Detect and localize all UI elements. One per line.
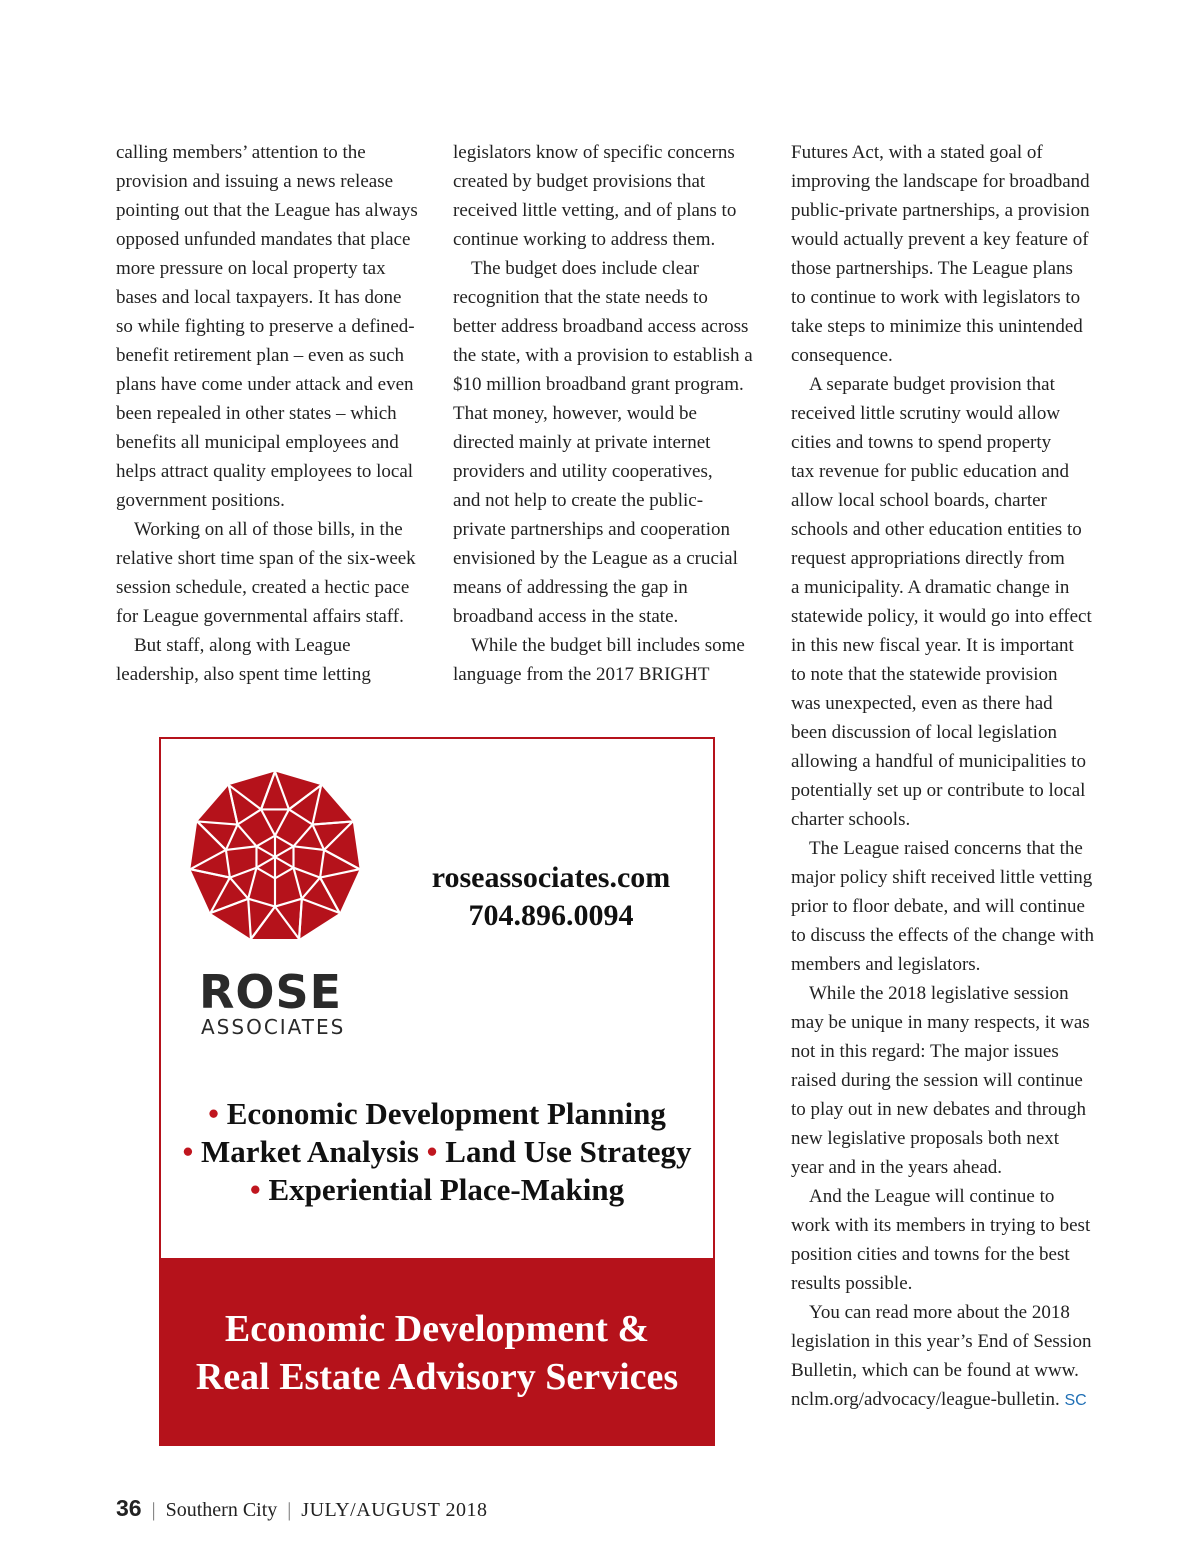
footer-separator: |	[287, 1499, 292, 1521]
text-line: and not help to create the public-	[453, 490, 704, 511]
page-footer	[116, 1494, 488, 1524]
text-line: schools and other education entities to	[791, 519, 1082, 540]
text-line: allow local school boards, charter	[791, 490, 1047, 511]
text-line: a municipality. A dramatic change in	[791, 577, 1070, 598]
text-line: language from the 2017 BRIGHT	[453, 664, 710, 685]
text-line: The budget does include clear	[471, 258, 699, 279]
article-paragraph	[453, 138, 763, 254]
text-line	[791, 1385, 1101, 1415]
issue-date: JULY/AUGUST 2018	[301, 1499, 488, 1521]
text-line: in this new fiscal year. It is important	[791, 635, 1074, 656]
text-line: private partnerships and cooperation	[453, 519, 730, 540]
text-line: providers and utility cooperatives,	[453, 461, 713, 482]
text-line: envisioned by the League as a crucial	[453, 548, 738, 569]
text-line: for League governmental affairs staff.	[116, 606, 404, 627]
text-line: opposed unfunded mandates that place	[116, 229, 411, 250]
text-line: was unexpected, even as there had	[791, 693, 1053, 714]
text-line: more pressure on local property tax	[116, 258, 386, 279]
end-of-article-mark: SC	[1064, 1392, 1087, 1409]
article-paragraph	[791, 1298, 1101, 1415]
text-line: While the budget bill includes some	[471, 635, 745, 656]
text-line: provision and issuing a news release	[116, 171, 394, 192]
text-line: to note that the statewide provision	[791, 664, 1058, 685]
text-line: cities and towns to spend property	[791, 432, 1052, 453]
ad-service-line-3	[161, 1171, 713, 1209]
text-line: calling members’ attention to the	[116, 142, 366, 163]
text-line: the state, with a provision to establish a	[453, 345, 753, 366]
text-line: may be unique in many respects, it was	[791, 1012, 1090, 1033]
text-line: legislators know of specific concerns	[453, 142, 735, 163]
text-line: members and legislators.	[791, 954, 981, 975]
article-paragraph	[453, 254, 763, 631]
text-line: Working on all of those bills, in the	[134, 519, 403, 540]
footer-separator: |	[151, 1499, 156, 1521]
text-line: Bulletin, which can be found at www.	[791, 1360, 1079, 1381]
ad-service-item: Experiential Place-Making	[268, 1172, 625, 1207]
text-line: session schedule, created a hectic pace	[116, 577, 410, 598]
text-line: directed mainly at private internet	[453, 432, 711, 453]
ad-service-line-1	[161, 1095, 713, 1133]
text-line: to continue to work with legislators to	[791, 287, 1081, 308]
ad-contact	[401, 859, 701, 935]
text-line: to play out in new debates and through	[791, 1099, 1086, 1120]
text-line: $10 million broadband grant program.	[453, 374, 744, 395]
geodesic-sphere-logo-icon	[185, 767, 365, 947]
text-line: recognition that the state needs to	[453, 287, 708, 308]
text-line: been repealed in other states – which	[116, 403, 397, 424]
ad-services-list	[161, 1095, 713, 1209]
text-line: to discuss the effects of the change with	[791, 925, 1095, 946]
publication-name: Southern City	[165, 1499, 278, 1521]
article-paragraph	[791, 370, 1101, 834]
bullet-icon: •	[182, 1134, 194, 1169]
text-line: charter schools.	[791, 809, 911, 830]
text-line: request appropriations directly from	[791, 548, 1065, 569]
ad-tagline-line-2: Real Estate Advisory Services	[195, 1356, 679, 1398]
ad-brand-name: ROSE	[199, 965, 343, 1019]
text-line: pointing out that the League has always	[116, 200, 418, 221]
ad-website-link[interactable]: roseassociates.com	[431, 861, 671, 894]
article-column-1	[116, 138, 426, 689]
ad-service-item: Economic Development Planning	[226, 1096, 666, 1131]
text-line: new legislative proposals both next	[791, 1128, 1060, 1149]
bullet-icon: •	[426, 1134, 438, 1169]
article-paragraph	[116, 138, 426, 515]
text-line: received little vetting, and of plans to	[453, 200, 737, 221]
ad-service-line-2	[161, 1133, 713, 1171]
text-line: improving the landscape for broadband	[791, 171, 1090, 192]
bullet-icon: •	[208, 1096, 219, 1131]
text-line: statewide policy, it would go into effect	[791, 606, 1092, 627]
text-line: Futures Act, with a stated goal of	[791, 142, 1043, 163]
ad-tagline-line-1: Economic Development &	[224, 1308, 650, 1350]
article-paragraph	[116, 631, 426, 689]
bullet-icon: •	[249, 1172, 261, 1207]
article-column-2	[453, 138, 763, 689]
text-line: allowing a handful of municipalities to	[791, 751, 1086, 772]
article-paragraph	[791, 138, 1101, 370]
text-line: major policy shift received little vetting	[791, 867, 1093, 888]
text-line: created by budget provisions that	[453, 171, 706, 192]
text-line: But staff, along with League	[134, 635, 351, 656]
text-line: prior to floor debate, and will continue	[791, 896, 1085, 917]
text-line: take steps to minimize this unintended	[791, 316, 1083, 337]
article-column-3	[791, 138, 1101, 1415]
article-paragraph	[791, 834, 1101, 979]
text-line: would actually prevent a key feature of	[791, 229, 1089, 250]
text-line: And the League will continue to	[809, 1186, 1055, 1207]
text-line: work with its members in trying to best	[791, 1215, 1091, 1236]
ad-brand-subtitle: ASSOCIATES	[201, 1015, 346, 1039]
text-line: so while fighting to preserve a defined-	[116, 316, 415, 337]
text-line: The League raised concerns that the	[809, 838, 1083, 859]
text-line: raised during the session will continue	[791, 1070, 1083, 1091]
text-line: leadership, also spent time letting	[116, 664, 371, 685]
text-line: While the 2018 legislative session	[809, 983, 1069, 1004]
text-line: those partnerships. The League plans	[791, 258, 1073, 279]
text-line: year and in the years ahead.	[791, 1157, 1003, 1178]
text-line: government positions.	[116, 490, 285, 511]
article-paragraph	[791, 979, 1101, 1182]
text-line: position cities and towns for the best	[791, 1244, 1070, 1265]
text-line: legislation in this year’s End of Session	[791, 1331, 1092, 1352]
text-line: helps attract quality employees to local	[116, 461, 414, 482]
ad-tagline-band	[161, 1258, 713, 1444]
text-line: benefits all municipal employees and	[116, 432, 399, 453]
text-line: consequence.	[791, 345, 893, 366]
text-line: That money, however, would be	[453, 403, 697, 424]
text-line: benefit retirement plan – even as such	[116, 345, 405, 366]
text-line: broadband access in the state.	[453, 606, 679, 627]
rose-associates-ad	[159, 737, 715, 1446]
text-line: better address broadband access across	[453, 316, 749, 337]
text-line: been discussion of local legislation	[791, 722, 1057, 743]
text-line-content: nclm.org/advocacy/league-bulletin.	[791, 1389, 1060, 1410]
page-number: 36	[116, 1495, 142, 1521]
ad-phone-number: 704.896.0094	[468, 899, 634, 932]
text-line: bases and local taxpayers. It has done	[116, 287, 402, 308]
text-line: plans have come under attack and even	[116, 374, 414, 395]
text-line: results possible.	[791, 1273, 913, 1294]
text-line: means of addressing the gap in	[453, 577, 688, 598]
text-line: continue working to address them.	[453, 229, 716, 250]
article-paragraph	[453, 631, 763, 689]
text-line: A separate budget provision that	[809, 374, 1055, 395]
article-paragraph	[791, 1182, 1101, 1298]
text-line: You can read more about the 2018	[809, 1302, 1070, 1323]
ad-service-item: Land Use Strategy	[445, 1134, 692, 1169]
text-line: relative short time span of the six-week	[116, 548, 416, 569]
text-line: public-private partnerships, a provision	[791, 200, 1090, 221]
text-line: received little scrutiny would allow	[791, 403, 1061, 424]
article-paragraph	[116, 515, 426, 631]
text-line: potentially set up or contribute to local	[791, 780, 1086, 801]
text-line: tax revenue for public education and	[791, 461, 1070, 482]
ad-service-item: Market Analysis	[201, 1134, 419, 1169]
text-line: not in this regard: The major issues	[791, 1041, 1059, 1062]
